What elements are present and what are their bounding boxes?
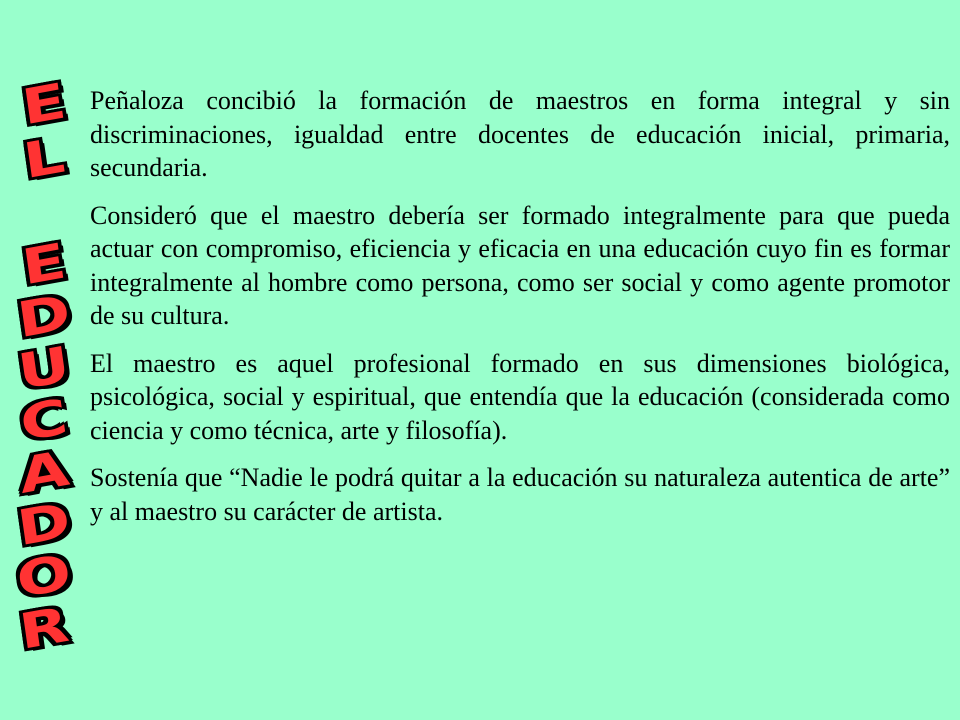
paragraph-arte: Sostenía que “Nadie le podrá quitar a la educación su naturaleza autentica de arte” y al maestro su carácter de artista. xyxy=(90,463,950,526)
title-letter-d: D xyxy=(13,492,75,558)
title-letter-d: D xyxy=(13,284,75,350)
body-text xyxy=(90,84,950,542)
title-letter-o: O xyxy=(13,544,75,610)
vertical-title-el-educador xyxy=(4,0,84,720)
title-letter-c: C xyxy=(16,389,72,453)
title-letter-r: R xyxy=(15,596,73,662)
title-letter-u: U xyxy=(14,336,74,402)
paragraph-maestro-integral: Consideró que el maestro debería ser formado integralmente para que pueda actuar con compromiso, eficiencia y eficacia en una educación cuyo fin es formar integralmente al hombre como persona, como ser social y como agente promotor de su cultura. xyxy=(90,200,950,330)
title-letter-e: E xyxy=(18,233,70,297)
title-letter-e: E xyxy=(18,73,70,137)
paragraph-dimensiones: El maestro es aquel profesional formado en sus dimensiones biológica, psicológica, social y espiritual, que entendía que la educación (considerada como ciencia y como técnica, arte y filosofía). xyxy=(90,348,950,445)
title-letter-a: A xyxy=(15,440,73,506)
paragraph-formacion-integral: Peñaloza concibió la formación de maestros en forma integral y sin discriminaciones, igualdad entre docentes de educación inicial, primaria, secundaria. xyxy=(90,86,950,182)
title-letter-l: L xyxy=(19,127,69,191)
